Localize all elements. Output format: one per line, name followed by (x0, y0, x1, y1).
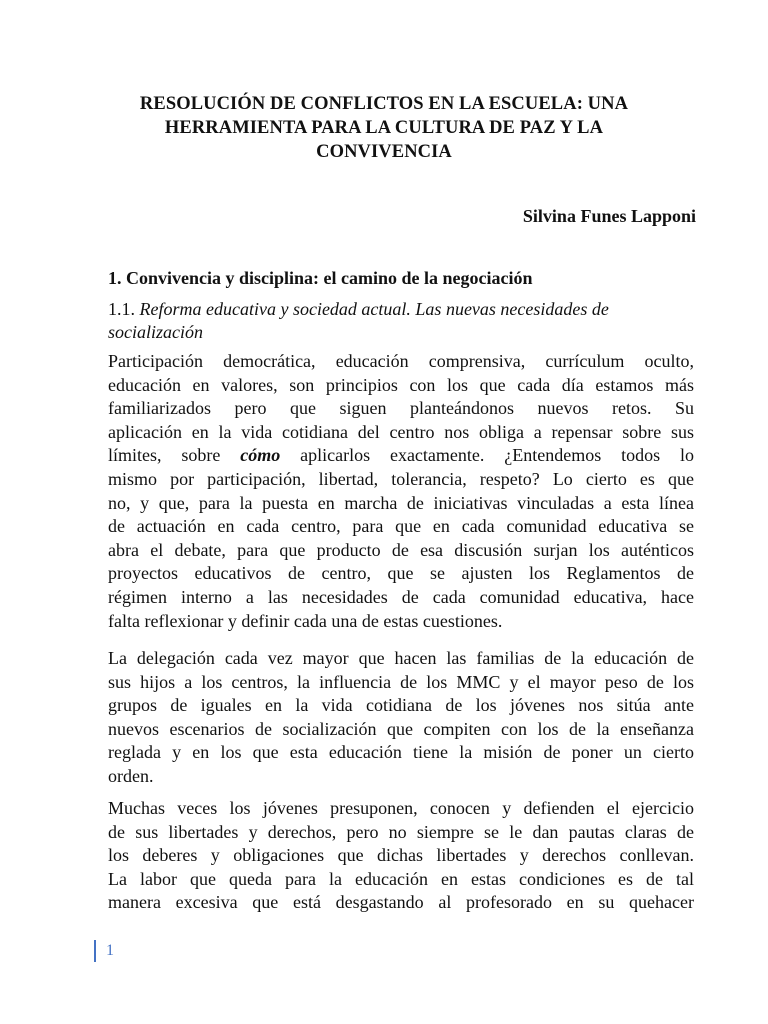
paragraph-line: régimen interno a las necesidades de cada comunidad educativa, hace (108, 586, 694, 607)
emphasis-word: cómo (240, 445, 281, 466)
document-title (100, 92, 668, 164)
paragraph-line: reglada y en los que esta educación tiene la misión de poner un cierto (108, 742, 694, 763)
line-start: límites, sobre (108, 445, 241, 466)
section-heading: 1. Convivencia y disciplina: el camino de la negociación (108, 268, 533, 288)
paragraph-2 (108, 647, 694, 789)
paragraph-line: La delegación cada vez mayor que hacen las familias de la educación de (108, 648, 694, 668)
paragraph-3 (108, 797, 694, 915)
paragraph-line: sus hijos a los centros, la influencia de los MMC y el mayor peso de los (108, 671, 694, 692)
title-line-1: RESOLUCIÓN DE CONFLICTOS EN LA ESCUELA: UNA (139, 94, 629, 114)
subsection-number: 1.1. (108, 299, 140, 319)
paragraph-line: aplicación en la vida cotidiana del centro nos obliga a repensar sobre sus (108, 421, 694, 442)
paragraph-line: La labor que queda para la educación en estas condiciones es de tal (108, 868, 694, 889)
paragraph-line: proyectos educativos de centro, que se ajusten los Reglamentos de (108, 563, 694, 584)
paragraph-line: abra el debate, para que producto de esa discusión surjan los auténticos (108, 539, 694, 560)
paragraph-line: manera excesiva que está desgastando al profesorado en su quehacer (108, 892, 694, 913)
paragraph-line: de sus libertades y derechos, pero no siempre se le dan pautas claras de (108, 821, 694, 842)
paragraph-line: los deberes y obligaciones que dichas libertades y derechos conllevan. (108, 845, 694, 866)
paragraph-line: orden. (108, 765, 154, 786)
title-line-3: CONVIVENCIA (316, 142, 452, 162)
paragraph-line: de actuación en cada centro, para que en cada comunidad educativa se (108, 516, 694, 537)
page-number: 1 (106, 942, 114, 959)
paragraph-line-with-emphasis (108, 444, 694, 468)
paragraph-line: falta reflexionar y definir cada una de estas cuestiones. (108, 610, 503, 631)
paragraph-line: no, y que, para la puesta en marcha de iniciativas vinculadas a esta línea (108, 492, 694, 513)
subsection-title-line-1: Reforma educativa y sociedad actual. Las nuevas necesidades de (139, 299, 609, 319)
page-number-bar (94, 940, 96, 962)
paragraph-line: grupos de iguales en la vida cotidiana de los jóvenes nos sitúa ante (108, 695, 694, 716)
author-name: Silvina Funes Lapponi (522, 206, 696, 226)
paragraph-line: mismo por participación, libertad, tolerancia, respeto? Lo cierto es que (108, 468, 694, 489)
paragraph-line: familiarizados pero que siguen planteándonos nuevos retos. Su (108, 398, 694, 419)
paragraph-line: Muchas veces los jóvenes presuponen, conocen y defienden el ejercicio (108, 798, 694, 818)
subsection-title-line-2: socialización (108, 322, 203, 342)
title-line-2: HERRAMIENTA PARA LA CULTURA DE PAZ Y LA (164, 118, 604, 138)
subsection-heading (108, 298, 694, 344)
paragraph-1 (108, 350, 694, 633)
paragraph-line: Participación democrática, educación comprensiva, currículum oculto, (108, 351, 694, 371)
paragraph-line: nuevos escenarios de socialización que compiten con los de la enseñanza (108, 718, 694, 739)
line-rest: aplicarlos exactamente. ¿Entendemos todos lo (280, 445, 694, 466)
paragraph-line: educación en valores, son principios con los que cada día estamos más (108, 374, 694, 395)
